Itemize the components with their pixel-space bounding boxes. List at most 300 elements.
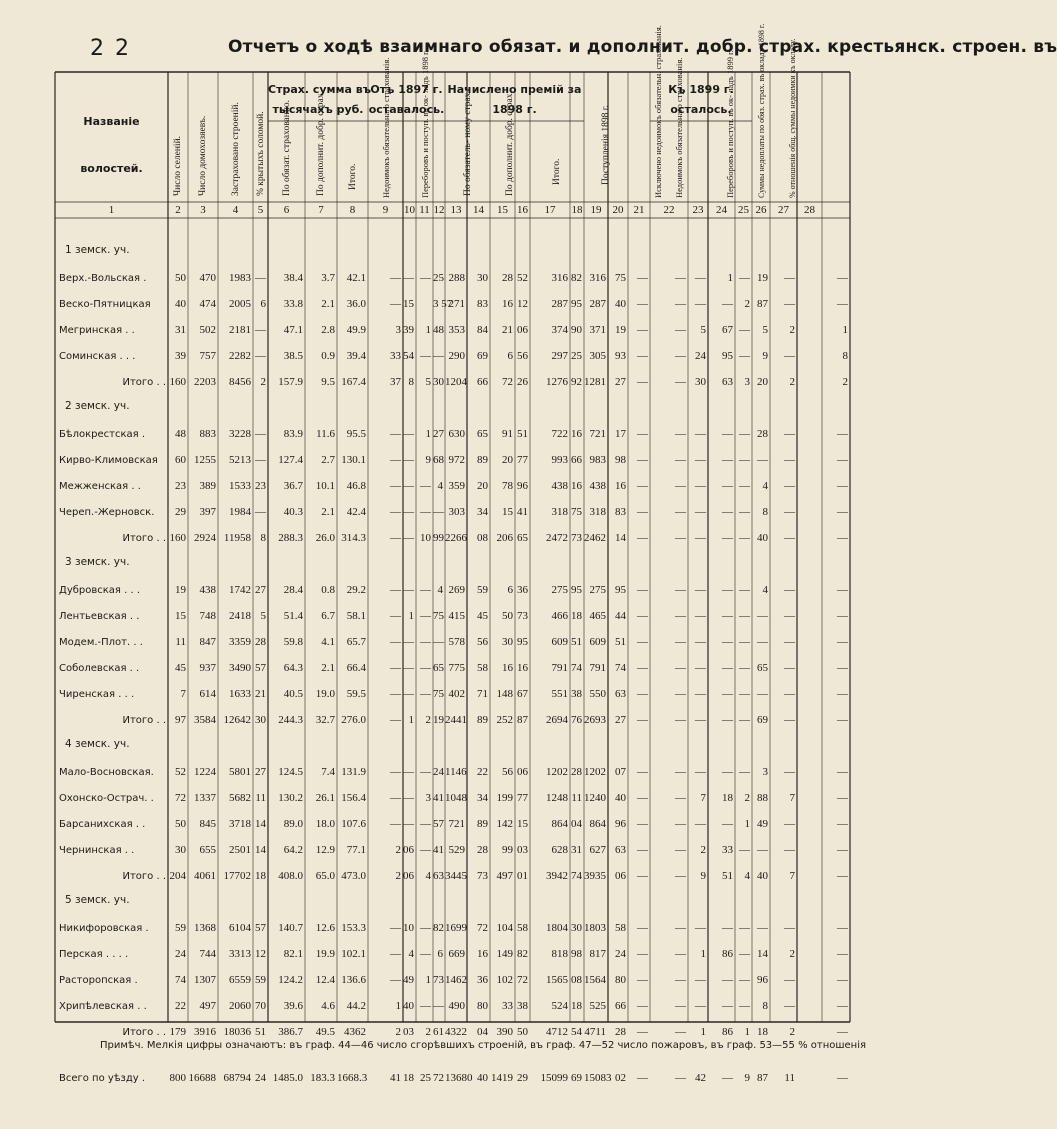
table-cell: — bbox=[420, 610, 431, 622]
table-cell: 30 bbox=[502, 636, 513, 648]
table-cell: 28.4 bbox=[283, 584, 303, 596]
table-cell: 20 bbox=[502, 454, 513, 466]
table-cell: — bbox=[433, 350, 444, 362]
table-cell: 70 bbox=[255, 1000, 266, 1012]
table-cell: — bbox=[784, 610, 795, 622]
table-cell: 4 bbox=[425, 870, 431, 882]
column-number: 22 bbox=[663, 204, 675, 216]
table-cell: — bbox=[784, 662, 795, 674]
table-cell: 90 bbox=[571, 324, 582, 336]
table-cell: — bbox=[784, 298, 795, 310]
header-col9: Недоимокъ обязательнаго страхованія. bbox=[381, 57, 391, 198]
table-cell: — bbox=[695, 1000, 706, 1012]
column-number: 27 bbox=[778, 204, 789, 216]
table-cell: 88 bbox=[757, 792, 768, 804]
table-cell: 72 bbox=[477, 922, 488, 934]
table-cell: 33 bbox=[722, 844, 733, 856]
table-cell: — bbox=[739, 766, 750, 778]
table-cell: 3935 bbox=[584, 870, 606, 882]
table-cell: 4061 bbox=[194, 870, 216, 882]
table-cell: — bbox=[675, 454, 686, 466]
table-cell: 08 bbox=[477, 532, 488, 544]
header-col19: Поступленія 1898 г. bbox=[601, 105, 611, 185]
table-cell: 65 bbox=[433, 662, 444, 674]
table-cell: — bbox=[637, 298, 648, 310]
row-name: Верх.-Вольская . bbox=[59, 273, 147, 284]
row-name: Веско-Пятницкая bbox=[59, 299, 151, 310]
column-number: 1 bbox=[108, 204, 115, 216]
table-cell: — bbox=[255, 272, 266, 284]
table-cell: 722 bbox=[551, 428, 568, 440]
table-cell: 1 bbox=[700, 948, 706, 960]
header-col13: По обязатель- ному страх. bbox=[462, 90, 473, 196]
table-cell: — bbox=[837, 948, 848, 960]
table-cell: — bbox=[837, 662, 848, 674]
table-cell: — bbox=[837, 506, 848, 518]
table-cell: 18.0 bbox=[315, 818, 335, 830]
table-cell: — bbox=[675, 1026, 686, 1038]
table-cell: 89 bbox=[477, 454, 488, 466]
column-number: 23 bbox=[692, 204, 704, 216]
table-cell: — bbox=[695, 714, 706, 726]
table-cell: — bbox=[695, 688, 706, 700]
table-cell: — bbox=[695, 662, 706, 674]
table-cell: 72 bbox=[502, 376, 513, 388]
table-cell: 66 bbox=[615, 1000, 626, 1012]
table-cell: — bbox=[637, 974, 648, 986]
table-cell: — bbox=[637, 324, 648, 336]
table-cell: 3228 bbox=[229, 428, 251, 440]
table-cell: 24 bbox=[255, 1072, 266, 1084]
table-cell: 50 bbox=[502, 610, 513, 622]
table-cell: 64.2 bbox=[283, 844, 303, 856]
table-cell: 40.5 bbox=[283, 688, 303, 700]
table-cell: 29 bbox=[175, 506, 186, 518]
column-number: 6 bbox=[283, 204, 290, 216]
table-cell: 42.1 bbox=[346, 272, 366, 284]
table-cell: 77.1 bbox=[346, 844, 366, 856]
table-cell: 4 bbox=[408, 948, 414, 960]
table-cell: 16 bbox=[517, 662, 528, 674]
table-cell: — bbox=[695, 480, 706, 492]
table-cell: 497 bbox=[199, 1000, 216, 1012]
table-cell: 628 bbox=[551, 844, 568, 856]
table-cell: 20 bbox=[477, 480, 488, 492]
table-cell: — bbox=[637, 662, 648, 674]
table-cell: — bbox=[637, 454, 648, 466]
table-cell: 65 bbox=[757, 662, 768, 674]
table-cell: 2 bbox=[842, 376, 848, 388]
table-cell: 58 bbox=[477, 662, 488, 674]
table-cell: 92 bbox=[571, 376, 582, 388]
table-cell: 15 bbox=[517, 818, 528, 830]
table-cell: 10.1 bbox=[315, 480, 335, 492]
table-cell: 26 bbox=[517, 376, 528, 388]
table-cell: 21 bbox=[255, 688, 266, 700]
table-cell: 2181 bbox=[229, 324, 251, 336]
header-group-prem: 1898 г. bbox=[492, 103, 537, 116]
table-cell: — bbox=[637, 506, 648, 518]
row-name: Межженская . . bbox=[59, 481, 141, 492]
table-cell: 2.1 bbox=[321, 662, 335, 674]
table-cell: 28 bbox=[615, 1026, 626, 1038]
table-cell: 75 bbox=[571, 506, 582, 518]
table-cell: 42.4 bbox=[346, 506, 366, 518]
table-cell: 12.6 bbox=[315, 922, 335, 934]
table-cell: 4712 bbox=[546, 1026, 568, 1038]
table-cell: 206 bbox=[496, 532, 513, 544]
table-cell: — bbox=[637, 636, 648, 648]
table-cell: — bbox=[675, 922, 686, 934]
table-cell: — bbox=[390, 974, 401, 986]
table-cell: 4 bbox=[437, 480, 443, 492]
table-cell: 2 bbox=[744, 792, 750, 804]
table-cell: — bbox=[739, 480, 750, 492]
table-cell: — bbox=[420, 350, 431, 362]
table-cell: 63 bbox=[615, 688, 626, 700]
table-cell: 438 bbox=[551, 480, 568, 492]
table-cell: 2924 bbox=[194, 532, 216, 544]
table-cell: 40 bbox=[175, 298, 186, 310]
table-cell: 614 bbox=[199, 688, 216, 700]
table-cell: 24 bbox=[695, 350, 706, 362]
table-cell: 415 bbox=[448, 610, 465, 622]
header-col23: Недоимокъ обязательнаго страхованія. bbox=[674, 57, 684, 198]
table-cell: 1224 bbox=[194, 766, 216, 778]
table-cell: — bbox=[637, 610, 648, 622]
table-cell: — bbox=[837, 688, 848, 700]
table-cell: — bbox=[837, 792, 848, 804]
table-cell: 7 bbox=[789, 870, 795, 882]
table-cell: 791 bbox=[551, 662, 568, 674]
column-number: 21 bbox=[633, 204, 645, 216]
table-cell: 18 bbox=[571, 610, 582, 622]
table-cell: 73 bbox=[517, 610, 528, 622]
table-cell: 497 bbox=[496, 870, 513, 882]
table-cell: 33 bbox=[390, 350, 401, 362]
table-cell: 4711 bbox=[584, 1026, 606, 1038]
table-cell: 2 bbox=[395, 870, 401, 882]
table-cell: 66.4 bbox=[346, 662, 366, 674]
row-name: Соболевская . . bbox=[59, 663, 140, 674]
table-cell: 3 57 bbox=[433, 298, 453, 310]
table-cell: 56 bbox=[517, 350, 528, 362]
table-cell: 10 bbox=[403, 922, 414, 934]
table-cell: 73 bbox=[477, 870, 488, 882]
table-cell: 578 bbox=[448, 636, 465, 648]
table-cell: 7 bbox=[789, 792, 795, 804]
table-cell: 06 bbox=[403, 870, 414, 882]
table-cell: 3.7 bbox=[321, 272, 335, 284]
table-cell: 07 bbox=[615, 766, 626, 778]
table-cell: 3 bbox=[395, 324, 401, 336]
column-number: 14 bbox=[473, 204, 484, 216]
table-cell: — bbox=[637, 714, 648, 726]
table-cell: 1 bbox=[425, 974, 431, 986]
table-cell: 2 bbox=[425, 714, 431, 726]
table-cell: 318 bbox=[551, 506, 568, 518]
table-cell: — bbox=[390, 792, 401, 804]
table-cell: — bbox=[837, 272, 848, 284]
row-name: Модем.-Плот. . . bbox=[59, 637, 143, 648]
table-cell: 12.9 bbox=[315, 844, 335, 856]
table-cell: 16 bbox=[502, 662, 513, 674]
table-cell: 5 bbox=[260, 610, 266, 622]
table-cell: 28 bbox=[571, 766, 582, 778]
table-cell: — bbox=[722, 974, 733, 986]
table-cell: 465 bbox=[589, 610, 606, 622]
table-cell: — bbox=[433, 1000, 444, 1012]
table-cell: — bbox=[837, 714, 848, 726]
table-cell: 1 bbox=[700, 1026, 706, 1038]
table-cell: — bbox=[675, 844, 686, 856]
column-number: 11 bbox=[419, 204, 430, 216]
table-cell: — bbox=[420, 688, 431, 700]
table-cell: 74 bbox=[615, 662, 626, 674]
table-cell: 1202 bbox=[546, 766, 568, 778]
table-cell: — bbox=[420, 636, 431, 648]
table-cell: — bbox=[739, 974, 750, 986]
table-cell: 25 bbox=[433, 272, 444, 284]
table-cell: — bbox=[722, 298, 733, 310]
table-cell: 160 bbox=[169, 532, 186, 544]
table-cell: 244.3 bbox=[278, 714, 303, 726]
table-cell: 95 bbox=[571, 298, 582, 310]
header-col15: По дополнит. добр. страх. bbox=[505, 91, 515, 196]
table-cell: — bbox=[695, 532, 706, 544]
table-cell: 50 bbox=[175, 818, 186, 830]
table-cell: 50 bbox=[175, 272, 186, 284]
header-name: Названіе bbox=[83, 115, 140, 128]
table-cell: — bbox=[837, 532, 848, 544]
column-number: 24 bbox=[716, 204, 727, 216]
header-name: волостей. bbox=[80, 162, 143, 175]
table-cell: 54 bbox=[571, 1026, 582, 1038]
table-cell: 1 bbox=[425, 428, 431, 440]
table-cell: 96 bbox=[517, 480, 528, 492]
row-name: Перская . . . . bbox=[59, 949, 129, 960]
table-cell: 83 bbox=[615, 506, 626, 518]
table-cell: 51 bbox=[571, 636, 582, 648]
table-cell: 1 bbox=[727, 272, 733, 284]
table-cell: — bbox=[675, 350, 686, 362]
table-cell: 18 bbox=[722, 792, 733, 804]
table-cell: 18 bbox=[757, 1026, 768, 1038]
table-cell: — bbox=[722, 480, 733, 492]
table-cell: 4362 bbox=[344, 1026, 366, 1038]
table-cell: 1742 bbox=[229, 584, 251, 596]
table-cell: — bbox=[403, 766, 414, 778]
table-cell: 1533 bbox=[229, 480, 251, 492]
table-cell: — bbox=[837, 610, 848, 622]
table-cell: 89.0 bbox=[283, 818, 303, 830]
row-name: Мало-Восновская. bbox=[59, 767, 154, 778]
table-cell: 204 bbox=[169, 870, 186, 882]
table-cell: — bbox=[784, 272, 795, 284]
table-cell: 32.7 bbox=[315, 714, 335, 726]
table-cell: — bbox=[837, 454, 848, 466]
table-cell: 30 bbox=[695, 376, 706, 388]
table-cell: 3916 bbox=[194, 1026, 216, 1038]
table-cell: 1 bbox=[408, 714, 414, 726]
table-cell: — bbox=[784, 818, 795, 830]
table-cell: 27 bbox=[255, 584, 266, 596]
table-cell: 1565 bbox=[546, 974, 568, 986]
table-cell: 11 bbox=[784, 1072, 795, 1084]
table-cell: 41 bbox=[433, 844, 444, 856]
table-cell: 275 bbox=[589, 584, 606, 596]
table-cell: 65 bbox=[517, 532, 528, 544]
table-cell: 95.5 bbox=[346, 428, 366, 440]
table-cell: 2.8 bbox=[321, 324, 335, 336]
table-cell: 2694 bbox=[546, 714, 568, 726]
table-cell: 525 bbox=[589, 1000, 606, 1012]
header-group-1897: оставалось. bbox=[368, 103, 445, 116]
table-cell: 6 bbox=[437, 948, 443, 960]
table-cell: — bbox=[739, 532, 750, 544]
table-cell: 95 bbox=[517, 636, 528, 648]
table-cell: 49 bbox=[403, 974, 414, 986]
table-cell: 287 bbox=[551, 298, 568, 310]
table-cell: 3 bbox=[744, 376, 750, 388]
header-group-1899: Къ 1899 г. bbox=[668, 83, 734, 96]
table-cell: 2 bbox=[789, 1026, 795, 1038]
column-number: 13 bbox=[450, 204, 462, 216]
table-cell: 353 bbox=[448, 324, 465, 336]
table-cell: 9 bbox=[700, 870, 706, 882]
column-number: 16 bbox=[517, 204, 528, 216]
table-cell: 57 bbox=[255, 922, 266, 934]
table-cell: 130.2 bbox=[278, 792, 303, 804]
table-cell: 11 bbox=[255, 792, 266, 804]
table-cell: — bbox=[784, 350, 795, 362]
table-cell: 98 bbox=[615, 454, 626, 466]
table-cell: 2462 bbox=[584, 532, 606, 544]
table-cell: 30 bbox=[175, 844, 186, 856]
table-cell: — bbox=[695, 506, 706, 518]
table-cell: — bbox=[837, 480, 848, 492]
table-cell: — bbox=[675, 376, 686, 388]
table-cell: 06 bbox=[517, 766, 528, 778]
table-cell: 28 bbox=[757, 428, 768, 440]
table-cell: — bbox=[722, 662, 733, 674]
table-cell: 51.4 bbox=[283, 610, 303, 622]
table-cell: 87 bbox=[757, 298, 768, 310]
table-cell: 271 bbox=[448, 298, 465, 310]
table-cell: 1307 bbox=[194, 974, 216, 986]
table-cell: 30 bbox=[477, 272, 488, 284]
table-cell: 08 bbox=[571, 974, 582, 986]
table-cell: — bbox=[739, 428, 750, 440]
table-cell: 95 bbox=[722, 350, 733, 362]
table-cell: 316 bbox=[551, 272, 568, 284]
table-cell: 75 bbox=[433, 688, 444, 700]
table-cell: 371 bbox=[589, 324, 606, 336]
table-cell: 153.3 bbox=[341, 922, 366, 934]
table-cell: 31 bbox=[571, 844, 582, 856]
table-cell: 14 bbox=[615, 532, 626, 544]
table-cell: — bbox=[255, 454, 266, 466]
row-name: Соминская . . . bbox=[59, 351, 136, 362]
table-cell: — bbox=[675, 272, 686, 284]
header-col11: Переборовъ и поступ. въ ок- ладъ 1898 г. bbox=[419, 50, 430, 198]
table-cell: 59 bbox=[255, 974, 266, 986]
table-cell: — bbox=[739, 324, 750, 336]
table-cell: 16 bbox=[502, 298, 513, 310]
table-cell: 502 bbox=[199, 324, 216, 336]
row-name: Итого . . bbox=[122, 533, 166, 544]
table-cell: 38 bbox=[517, 1000, 528, 1012]
table-cell: 7 bbox=[700, 792, 706, 804]
table-cell: 3718 bbox=[229, 818, 251, 830]
header-col2: Число селеній. bbox=[173, 135, 183, 196]
table-cell: — bbox=[722, 506, 733, 518]
table-cell: — bbox=[739, 688, 750, 700]
table-cell: — bbox=[420, 1000, 431, 1012]
table-cell: — bbox=[390, 766, 401, 778]
table-cell: — bbox=[420, 818, 431, 830]
table-cell: 22 bbox=[477, 766, 488, 778]
table-cell: 2472 bbox=[546, 532, 568, 544]
table-cell: — bbox=[390, 948, 401, 960]
table-cell: 8 bbox=[762, 1000, 768, 1012]
table-cell: — bbox=[637, 870, 648, 882]
table-cell: 2 bbox=[395, 844, 401, 856]
table-cell: 12.4 bbox=[315, 974, 335, 986]
table-cell: 3445 bbox=[445, 870, 467, 882]
table-cell: 2501 bbox=[229, 844, 251, 856]
table-cell: 1 bbox=[744, 818, 750, 830]
table-cell: 9 bbox=[762, 350, 768, 362]
table-cell: 7.4 bbox=[321, 766, 335, 778]
row-name: Чиренская . . . bbox=[59, 689, 135, 700]
table-cell: 66 bbox=[477, 376, 488, 388]
table-cell: 75 bbox=[615, 272, 626, 284]
table-cell: — bbox=[837, 922, 848, 934]
table-cell: 136.6 bbox=[341, 974, 366, 986]
table-cell: — bbox=[433, 636, 444, 648]
table-cell: 67 bbox=[722, 324, 733, 336]
table-cell: 17 bbox=[615, 428, 626, 440]
table-cell: 57 bbox=[255, 662, 266, 674]
table-cell: 26.0 bbox=[315, 532, 335, 544]
table-cell: 386.7 bbox=[278, 1026, 303, 1038]
table-cell: 490 bbox=[448, 1000, 465, 1012]
table-cell: 25 bbox=[571, 350, 582, 362]
table-cell: 252 bbox=[496, 714, 513, 726]
table-cell: — bbox=[403, 428, 414, 440]
table-cell: 2.1 bbox=[321, 298, 335, 310]
table-cell: — bbox=[784, 714, 795, 726]
table-cell: 72 bbox=[175, 792, 186, 804]
table-cell: 72 bbox=[433, 1072, 444, 1084]
table-cell: — bbox=[722, 584, 733, 596]
column-number: 7 bbox=[318, 204, 324, 216]
header-col5: % крытыхъ соломой. bbox=[255, 111, 266, 196]
table-cell: 131.9 bbox=[341, 766, 366, 778]
table-cell: 20 bbox=[757, 376, 768, 388]
table-cell: — bbox=[420, 480, 431, 492]
table-cell: 102 bbox=[496, 974, 513, 986]
table-cell: — bbox=[403, 636, 414, 648]
table-cell: — bbox=[675, 948, 686, 960]
table-cell: 69 bbox=[477, 350, 488, 362]
table-cell: — bbox=[757, 688, 768, 700]
table-cell: — bbox=[420, 506, 431, 518]
section-label: 3 земск. уч. bbox=[65, 556, 130, 568]
table-cell: 56 bbox=[502, 766, 513, 778]
table-cell: 1699 bbox=[445, 922, 467, 934]
